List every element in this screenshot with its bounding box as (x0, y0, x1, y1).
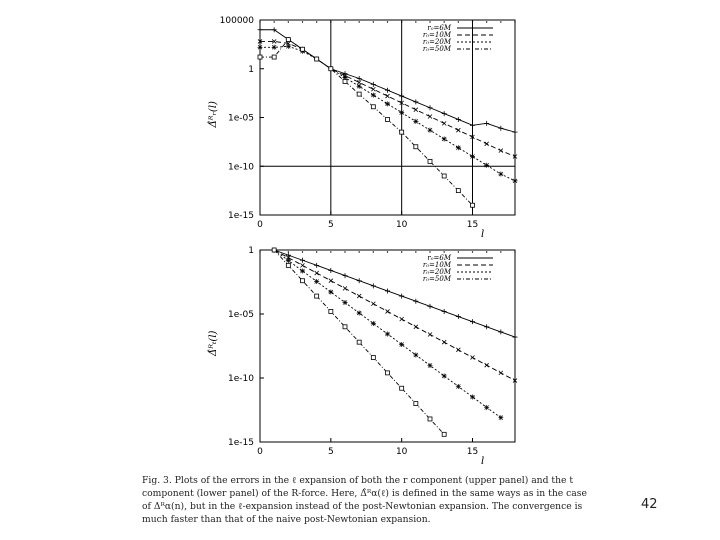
minor-tick-dot (302, 251, 303, 252)
data-point-cross (456, 128, 460, 132)
data-point-plus (258, 27, 263, 32)
minor-tick-dot (443, 21, 444, 22)
minor-tick-dot (486, 251, 487, 252)
minor-tick-dot (401, 251, 402, 252)
data-point-cross (315, 271, 319, 275)
data-point-square (343, 325, 347, 329)
data-point-square (329, 67, 333, 71)
data-point-cross (442, 340, 446, 344)
data-point-star (470, 394, 475, 399)
data-point-star (484, 405, 489, 410)
data-point-star (357, 310, 362, 315)
series-line-star (260, 46, 515, 181)
minor-tick-dot (458, 251, 459, 252)
data-point-cross (329, 279, 333, 283)
data-point-square (428, 417, 432, 421)
legend-label: r₀=6M (427, 254, 451, 262)
data-point-star (428, 363, 433, 368)
data-point-square (414, 145, 418, 149)
minor-tick-dot (273, 21, 274, 22)
data-point-square (258, 55, 262, 59)
data-point-cross (343, 286, 347, 290)
minor-tick-dot (358, 21, 359, 22)
y-axis-label: Δ̂ᴿₜ(l) (208, 330, 219, 356)
data-point-star (470, 154, 475, 159)
data-point-square (315, 57, 319, 61)
data-point-square (315, 294, 319, 298)
minor-tick-dot (401, 21, 402, 22)
data-point-star (385, 331, 390, 336)
y-tick-label: 1 (248, 246, 254, 256)
data-point-star (498, 172, 503, 177)
data-point-plus (498, 329, 503, 334)
data-point-star (413, 352, 418, 357)
minor-tick-dot (415, 251, 416, 252)
data-point-plus (357, 278, 362, 283)
data-point-square (371, 105, 375, 109)
data-point-square (442, 174, 446, 178)
data-point-star (513, 178, 518, 183)
figure-caption: Fig. 3. Plots of the errors in the ℓ expansion of both the r component (upper panel) and the t component (lower panel) of the R-force. Here, Δ̂ᴿα(ℓ) is defined in the same ways as in the case of Δᴿα(n), but in the ℓ-expansion instead of the post-Newtonian expansion. The convergence is much faster than that of the naive post-Newtonian expansion. (142, 475, 587, 525)
minor-tick-dot (387, 21, 388, 22)
minor-tick-dot (429, 21, 430, 22)
data-point-cross (428, 332, 432, 336)
chart-panel-lower (208, 246, 518, 467)
x-tick-label: 10 (395, 220, 408, 230)
data-point-plus (484, 121, 489, 126)
data-point-cross (456, 348, 460, 352)
data-point-star (399, 342, 404, 347)
legend-label: r₀=10M (422, 31, 451, 39)
data-point-plus (413, 299, 418, 304)
y-tick-label: 1e-15 (228, 211, 254, 221)
x-tick-label: 0 (257, 220, 263, 230)
minor-tick-dot (514, 251, 515, 252)
data-point-star (328, 289, 333, 294)
minor-tick-dot (500, 251, 501, 252)
data-point-plus (442, 111, 447, 116)
minor-tick-dot (458, 21, 459, 22)
x-axis-label: l (481, 229, 485, 240)
data-point-cross (428, 115, 432, 119)
data-point-square (343, 79, 347, 83)
data-point-plus (343, 273, 348, 278)
data-point-cross (357, 294, 361, 298)
data-point-cross (485, 142, 489, 146)
data-point-square (329, 309, 333, 313)
data-point-square (301, 47, 305, 51)
data-point-star (371, 93, 376, 98)
x-tick-label: 5 (327, 447, 334, 457)
data-point-cross (499, 149, 503, 153)
data-point-cross (414, 325, 418, 329)
data-point-plus (399, 94, 404, 99)
minor-tick-dot (344, 21, 345, 22)
x-axis-label: l (481, 456, 485, 467)
data-point-plus (314, 263, 319, 268)
minor-tick-dot (429, 251, 430, 252)
chart-panel-upper (208, 16, 518, 240)
data-point-square (386, 371, 390, 375)
data-point-plus (470, 319, 475, 324)
data-point-plus (385, 88, 390, 93)
data-point-square (386, 117, 390, 121)
data-point-star (343, 300, 348, 305)
page-number: 42 (641, 497, 658, 512)
legend-label: r₀=10M (422, 261, 451, 269)
series-line-cross (260, 41, 515, 156)
data-point-square (471, 203, 475, 207)
minor-tick-dot (259, 251, 260, 252)
minor-tick-dot (330, 21, 331, 22)
x-tick-label: 0 (257, 447, 263, 457)
minor-tick-dot (472, 21, 473, 22)
data-point-plus (385, 288, 390, 293)
data-point-plus (498, 126, 503, 131)
data-point-star (272, 45, 277, 50)
minor-tick-dot (358, 251, 359, 252)
data-point-cross (471, 356, 475, 360)
minor-tick-dot (316, 251, 317, 252)
data-point-square (442, 432, 446, 436)
y-axis-label: Δ̂ᴿᵣ(l) (208, 101, 219, 128)
data-point-cross (485, 363, 489, 367)
data-point-star (484, 163, 489, 168)
series-line-plus (274, 250, 515, 337)
data-point-square (272, 248, 276, 252)
x-tick-label: 15 (466, 220, 479, 230)
data-point-plus (413, 99, 418, 104)
minor-tick-dot (288, 251, 289, 252)
data-point-plus (456, 117, 461, 122)
data-point-plus (470, 123, 475, 128)
data-point-star (314, 279, 319, 284)
data-point-cross (386, 94, 390, 98)
data-point-square (272, 55, 276, 59)
data-point-square (414, 402, 418, 406)
data-point-star (258, 45, 263, 50)
series-line-square (260, 40, 473, 206)
minor-tick-dot (302, 21, 303, 22)
data-point-star (413, 119, 418, 124)
x-tick-label: 10 (395, 447, 408, 457)
data-point-plus (371, 82, 376, 87)
series-line-plus (260, 30, 515, 132)
data-point-square (357, 340, 361, 344)
legend-label: r₀=50M (422, 275, 451, 283)
minor-tick-dot (500, 21, 501, 22)
data-point-star (399, 110, 404, 115)
legend-label: r₀=20M (422, 268, 451, 276)
legend-label: r₀=6M (427, 24, 451, 32)
data-point-plus (286, 253, 291, 258)
data-point-square (400, 386, 404, 390)
minor-tick-dot (443, 251, 444, 252)
data-point-cross (371, 87, 375, 91)
data-point-cross (371, 302, 375, 306)
data-point-star (286, 258, 291, 263)
data-point-star (456, 145, 461, 150)
minor-tick-dot (373, 251, 374, 252)
y-tick-label: 1e-05 (228, 310, 254, 320)
minor-tick-dot (415, 21, 416, 22)
data-point-star (456, 384, 461, 389)
minor-tick-dot (486, 21, 487, 22)
data-point-square (400, 130, 404, 134)
data-point-plus (399, 294, 404, 299)
legend-label: r₀=20M (422, 38, 451, 46)
minor-tick-dot (330, 251, 331, 252)
data-point-star (442, 373, 447, 378)
data-point-square (357, 92, 361, 96)
data-point-square (301, 279, 305, 283)
y-tick-label: 1e-15 (228, 438, 254, 448)
data-point-plus (484, 324, 489, 329)
legend-label: r₀=50M (422, 45, 451, 53)
series-line-cross (274, 250, 515, 381)
data-point-plus (428, 105, 433, 110)
data-point-plus (300, 258, 305, 263)
data-point-star (286, 44, 291, 49)
minor-tick-dot (373, 21, 374, 22)
data-point-square (456, 189, 460, 193)
data-point-plus (371, 283, 376, 288)
data-point-cross (400, 317, 404, 321)
data-point-star (357, 84, 362, 89)
minor-tick-dot (472, 251, 473, 252)
data-point-cross (499, 371, 503, 375)
data-point-plus (513, 130, 518, 135)
data-point-square (371, 356, 375, 360)
data-point-plus (442, 309, 447, 314)
data-point-cross (386, 309, 390, 313)
data-point-square (286, 263, 290, 267)
data-point-plus (456, 314, 461, 319)
x-tick-label: 15 (466, 447, 479, 457)
data-point-star (442, 136, 447, 141)
data-point-cross (442, 121, 446, 125)
data-point-cross (414, 108, 418, 112)
data-point-plus (513, 335, 518, 340)
minor-tick-dot (259, 21, 260, 22)
y-tick-label: 1 (248, 64, 254, 75)
minor-tick-dot (344, 251, 345, 252)
minor-tick-dot (514, 21, 515, 22)
data-point-star (498, 415, 503, 420)
minor-tick-dot (387, 251, 388, 252)
data-point-star (371, 321, 376, 326)
data-point-star (385, 101, 390, 106)
y-tick-label: 1e-05 (228, 113, 254, 124)
data-point-star (428, 128, 433, 133)
data-point-square (428, 159, 432, 163)
data-point-square (286, 38, 290, 42)
data-point-plus (428, 304, 433, 309)
data-point-cross (301, 263, 305, 267)
minor-tick-dot (316, 21, 317, 22)
y-tick-label: 1e-10 (228, 162, 254, 173)
y-tick-label: 1e-10 (228, 374, 254, 384)
minor-tick-dot (288, 21, 289, 22)
y-tick-label: 100000 (219, 16, 254, 26)
data-point-star (300, 268, 305, 273)
data-point-plus (328, 268, 333, 273)
x-tick-label: 5 (327, 220, 334, 230)
